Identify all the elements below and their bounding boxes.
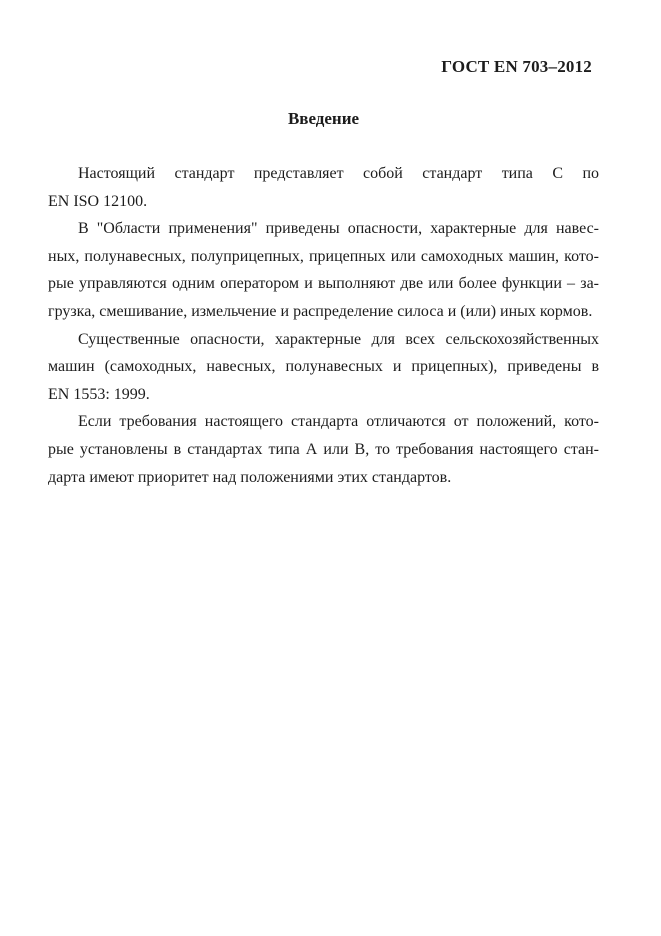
text-line: ных, полунавесных, полуприцепных, прицепных или самоходных машин, кото- xyxy=(48,247,599,265)
text-line: Если требования настоящего стандарта отличаются от положений, кото- xyxy=(78,413,599,431)
text-line: машин (самоходных, навесных, полунавесных и прицепных), приведены в xyxy=(48,358,599,376)
text-line: Существенные опасности, характерные для всех сельскохозяйственных xyxy=(78,330,599,348)
paragraph xyxy=(48,215,599,325)
text-line: дарта имеют приоритет над положениями этих стандартов. xyxy=(48,468,452,486)
text-line: рые управляются одним оператором и выполняют две или более функции – за- xyxy=(48,275,599,293)
paragraph xyxy=(48,160,599,215)
text-line: EN 1553: 1999. xyxy=(48,385,150,403)
text-line: В "Области применения" приведены опасности, характерные для навес- xyxy=(78,220,599,238)
text-line: грузка, смешивание, измельчение и распределение силоса и (или) иных кормов. xyxy=(48,302,593,320)
text-line: Настоящий стандарт представляет собой стандарт типа С по xyxy=(78,165,599,182)
section-title: Введение xyxy=(287,109,360,128)
document-body xyxy=(48,160,599,491)
paragraph xyxy=(48,326,599,409)
text-line: рые установлены в стандартах типа А или В, то требования настоящего стан- xyxy=(48,440,599,458)
paragraph xyxy=(48,408,599,491)
text-line: EN ISO 12100. xyxy=(48,192,148,210)
standard-designation: ГОСТ EN 703–2012 xyxy=(441,57,592,76)
